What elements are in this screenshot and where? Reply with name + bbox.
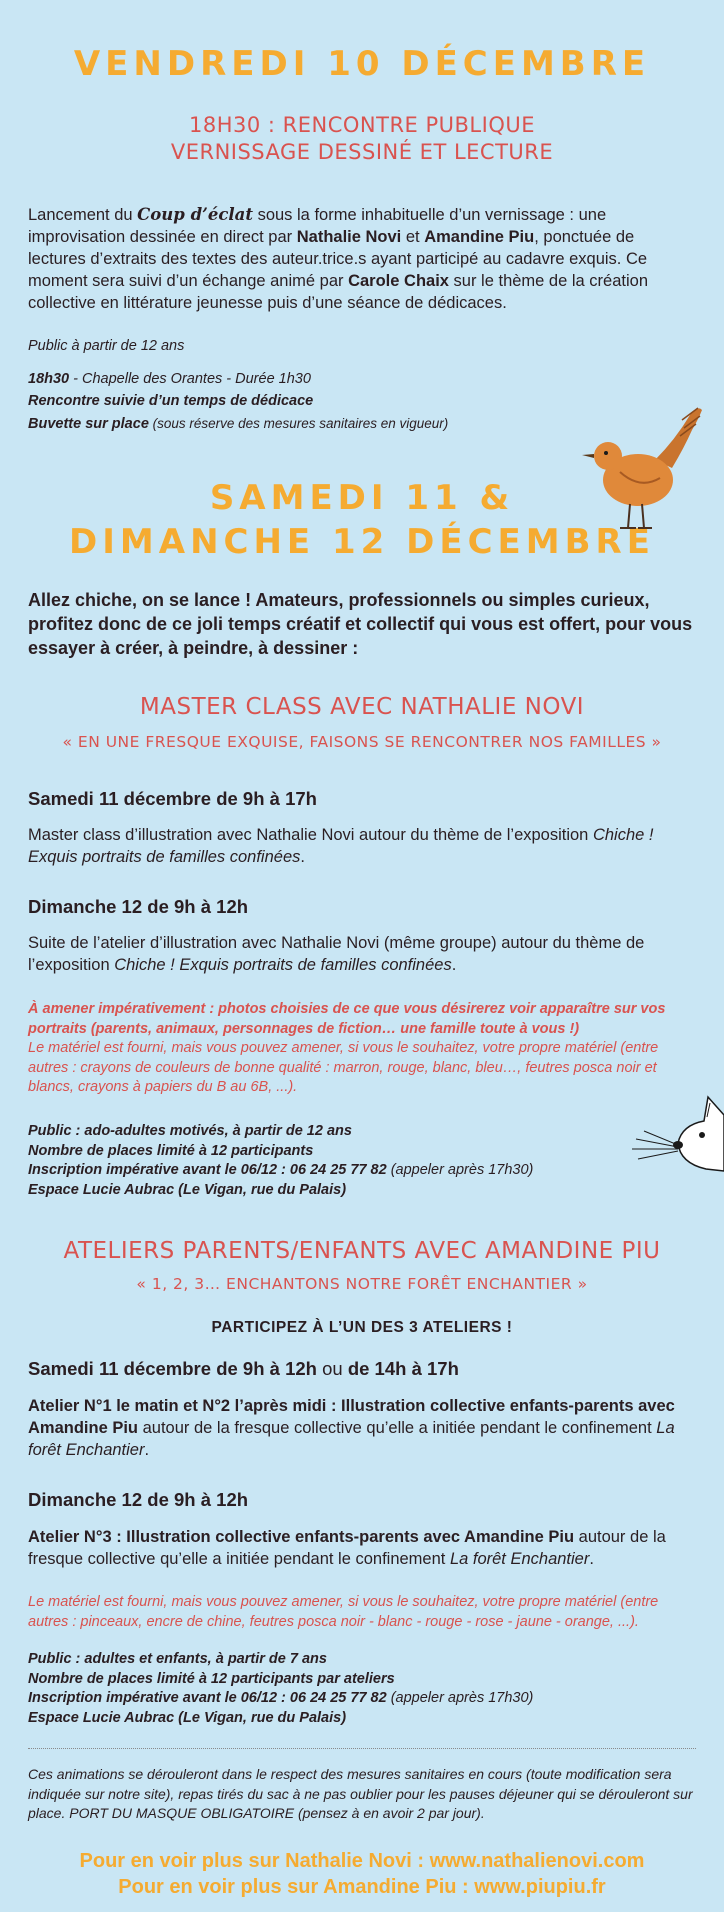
ateliers-subtitle: « 1, 2, 3… ENCHANTONS NOTRE FORÊT ENCHANTIER » <box>136 1275 588 1293</box>
inscription-phone: Inscription impérative avant le 06/12 : 06 24 25 77 82 <box>28 1690 387 1706</box>
heading-part: Samedi 11 décembre de 9h à 12h <box>28 1358 317 1379</box>
inscription-note: (appeler après 17h30) <box>386 1162 534 1178</box>
expo-title: Chiche ! Exquis portraits de familles confinées <box>114 956 452 974</box>
text: . <box>589 1550 594 1568</box>
masterclass-day2-heading: Dimanche 12 de 9h à 12h <box>28 896 249 917</box>
inscription-note: (appeler après 17h30) <box>386 1690 534 1706</box>
inscription <box>28 1689 696 1709</box>
inscription <box>28 1161 696 1181</box>
foret-title: La forêt Enchantier <box>28 1419 675 1459</box>
text: sous la forme inhabituelle d’un vernissage : une improvisation dessinée en direct par <box>28 206 607 246</box>
rencontre-line: Rencontre suivie d’un temps de dédicace <box>28 393 314 409</box>
text: Suite de l’atelier d’illustration avec Nathalie Novi (même groupe) autour du thème de l’exposition <box>28 934 645 974</box>
date-title-friday: VENDREDI 10 DÉCEMBRE <box>73 44 651 84</box>
name-piu: Amandine Piu <box>424 228 535 246</box>
heading-ou: ou <box>316 1358 348 1379</box>
public-info: Public à partir de 12 ans <box>28 338 185 354</box>
text: Lancement du <box>28 206 138 224</box>
event-title-line2: VERNISSAGE DESSINÉ ET LECTURE <box>170 140 554 164</box>
time: 18h30 <box>28 371 70 387</box>
text: . <box>144 1441 150 1459</box>
ateliers-materials-note: Le matériel est fourni, mais vous pouvez amener, si vous le souhaitez, votre propre matériel (entre autres : pinceaux, encre de chine, feutres posca noir - blanc - rouge - rose - jaune - orange, ...). <box>28 1594 659 1630</box>
text: et <box>401 228 425 246</box>
masterclass-title: MASTER CLASS AVEC NATHALIE NOVI <box>139 694 585 720</box>
inscription-phone: Inscription impérative avant le 06/12 : 06 24 25 77 82 <box>28 1162 387 1178</box>
masterclass-practical <box>28 1122 696 1200</box>
public: Public : adultes et enfants, à partir de 7 ans <box>28 1651 327 1667</box>
text: . <box>451 956 457 974</box>
link-amandine-piu[interactable]: Pour en voir plus sur Amandine Piu : www.piupiu.fr <box>118 1876 606 1898</box>
event-title <box>28 112 696 166</box>
weekend-intro: Allez chiche, on se lance ! Amateurs, professionnels ou simples curieux, profitez donc de ce joli temps créatif et collectif qui vous est offert, pour vous essayer à créer, à peindre, à dessiner : <box>28 590 693 658</box>
ateliers-day1-text <box>28 1395 696 1461</box>
masterclass-day2-text <box>28 932 696 976</box>
ateliers-title: ATELIERS PARENTS/ENFANTS AVEC AMANDINE PIU <box>63 1238 661 1264</box>
participez-heading: PARTICIPEZ À L’UN DES 3 ATELIERS ! <box>211 1319 513 1336</box>
ateliers-day2-text <box>28 1526 696 1570</box>
location: - Chapelle des Orantes - Durée 1h30 <box>69 371 311 387</box>
text: , ponctuée de lectures d’extraits des textes des auteur.trice.s ayant participé au cadavre exquis. Ce moment sera suivi d’un échange animé par <box>28 228 648 290</box>
text: autour de la fresque collective qu’elle a initiée pendant le confinement <box>28 1528 666 1568</box>
materials-note: Le matériel est fourni, mais vous pouvez amener, si vous le souhaitez, votre propre matériel (entre autres : crayons de couleurs de bonne qualité : marron, rouge, blanc, bleu…, feutres posca noir et blancs, crayons à papiers du B au 6B, ...). <box>28 1040 659 1095</box>
ateliers-day1-heading <box>28 1357 696 1381</box>
foret-title: La forêt Enchantier <box>449 1550 590 1568</box>
date-line1: SAMEDI 11 & <box>209 478 515 518</box>
expo-title: Chiche ! Exquis portraits de familles confinées <box>28 826 654 866</box>
coup-eclat: Coup d’éclat <box>137 205 253 224</box>
buvette: Buvette sur place <box>28 416 149 432</box>
sanitary-notice: Ces animations se dérouleront dans le respect des mesures sanitaires en cours (toute modification sera indiquée sur notre site), repas tirés du sac à ne pas oublier pour les pauses déjeuner qui se dérouleront sur place. PORT DU MASQUE OBLIGATOIRE (pensez à en avoir 2 par jour). <box>28 1766 693 1821</box>
heading-part: de 14h à 17h <box>347 1358 459 1379</box>
name-novi: Nathalie Novi <box>296 228 402 246</box>
name-chaix: Carole Chaix <box>348 272 449 290</box>
ateliers-practical <box>28 1650 696 1728</box>
ateliers-day2-heading: Dimanche 12 de 9h à 12h <box>28 1489 249 1510</box>
event-title-line1: 18H30 : RENCONTRE PUBLIQUE <box>189 113 535 137</box>
text: Master class d’illustration avec Nathalie Novi autour du thème de l’exposition <box>28 826 593 844</box>
atelier-bold: Atelier N°1 le matin et N°2 l’après midi : Illustration collective enfants-parents avec Amandine Piu <box>28 1397 675 1437</box>
atelier-bold: Atelier N°3 : Illustration collective enfants-parents avec Amandine Piu <box>28 1528 575 1546</box>
cat-illustration-icon <box>630 1095 724 1185</box>
date-line2: DIMANCHE 12 DÉCEMBRE <box>69 522 655 562</box>
places: Nombre de places limité à 12 participants <box>28 1142 314 1159</box>
masterclass-day1-text <box>28 824 696 868</box>
bring-instructions: À amener impérativement : photos choisies de ce que vous désirerez voir apparaître sur vos portraits (parents, animaux, personnages de fiction… une famille toute à vous !) <box>28 1001 666 1037</box>
time-location <box>28 370 696 390</box>
link-nathalie-novi[interactable]: Pour en voir plus sur Nathalie Novi : www.nathalienovi.com <box>79 1850 645 1872</box>
lieu: Espace Lucie Aubrac (Le Vigan, rue du Palais) <box>28 1709 347 1726</box>
bird-illustration-icon <box>580 400 710 545</box>
masterclass-subtitle: « EN UNE FRESQUE EXQUISE, FAISONS SE RENCONTRER NOS FAMILLES » <box>62 733 662 751</box>
lieu: Espace Lucie Aubrac (Le Vigan, rue du Palais) <box>28 1181 347 1198</box>
divider <box>28 1748 696 1749</box>
masterclass-materials <box>28 1000 696 1098</box>
masterclass-day1-heading: Samedi 11 décembre de 9h à 17h <box>28 788 317 809</box>
launch-paragraph <box>28 204 696 314</box>
text: . <box>300 848 305 866</box>
places: Nombre de places limité à 12 participants par ateliers <box>28 1670 395 1687</box>
text: sur le thème de la création collective en littérature jeunesse puis d’une séance de dédicaces. <box>28 272 648 312</box>
text: autour de la fresque collective qu’elle a initiée pendant le confinement <box>138 1419 657 1437</box>
buvette-note: (sous réserve des mesures sanitaires en vigueur) <box>148 416 449 431</box>
public: Public : ado-adultes motivés, à partir de 12 ans <box>28 1123 352 1139</box>
